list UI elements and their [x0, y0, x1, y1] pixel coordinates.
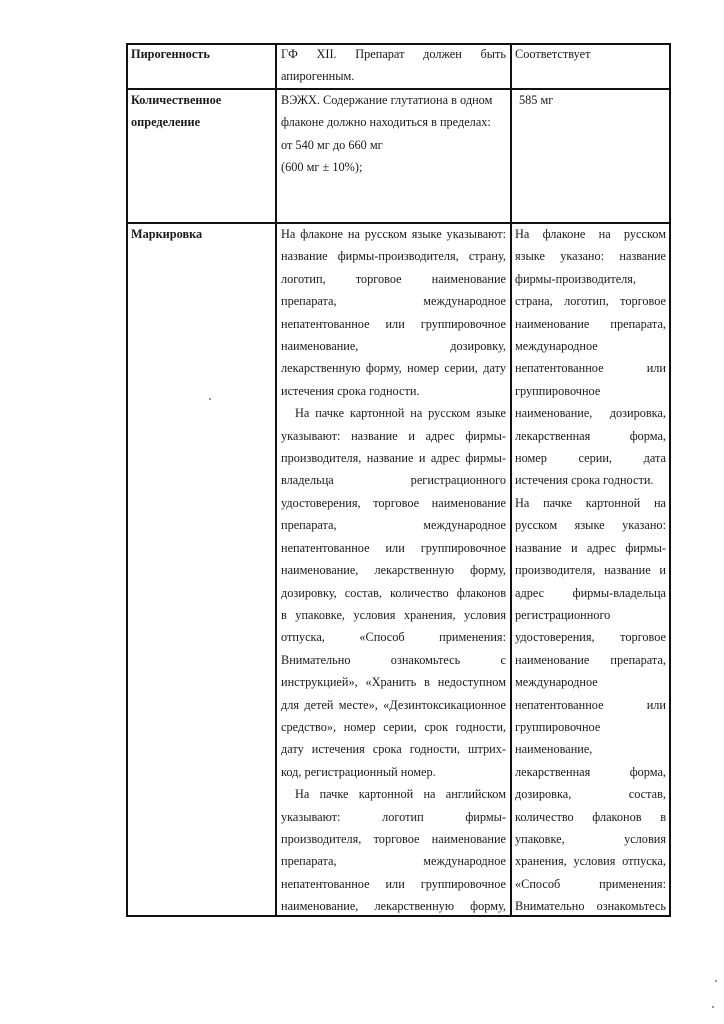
- text-line: владельца регистрационного: [281, 473, 506, 488]
- text-line: Соответствует: [515, 47, 591, 61]
- text-line: удостоверения, торговое наименование: [281, 495, 506, 510]
- text-line: указывают: логотип фирмы-: [281, 809, 506, 824]
- text-line: наименование, дозировка,: [515, 406, 666, 421]
- text-line: непатентованное или группировочное: [281, 316, 506, 331]
- row-label-pyrogenicity: [131, 43, 271, 65]
- scan-speck: [715, 980, 717, 982]
- text-line: наименование, дозировку,: [281, 339, 506, 354]
- text-line: отпуска, «Способ применения:: [281, 630, 506, 645]
- row-label-quantitative-determination: [131, 89, 271, 134]
- text-line: На пачке картонной на английском: [295, 787, 506, 802]
- text-line: русском языке указано:: [515, 518, 666, 533]
- text-line: дату истечения срока годности, штрих-: [281, 742, 506, 757]
- text-line: 585 мг: [519, 93, 554, 107]
- text-line: логотип, торговое наименование: [281, 271, 506, 286]
- text-line: в упаковке, условия хранения, условия: [281, 607, 506, 622]
- text-line: название и адрес фирмы-: [515, 540, 666, 555]
- table-border-left: [126, 43, 128, 916]
- text-line: На флаконе на русском языке указывают:: [281, 227, 506, 241]
- text-line: ВЭЖХ. Содержание глутатиона в одном: [281, 93, 493, 107]
- text-line: от 540 мг до 660 мг: [281, 137, 383, 152]
- text-line: производителя, торговое наименование: [281, 831, 506, 846]
- text-line: флаконе должно находиться в пределах:: [281, 115, 491, 130]
- text-line: непатентованное или: [515, 697, 666, 712]
- text-line: апирогенным.: [281, 69, 355, 84]
- text-line: удостоверения, торговое: [515, 630, 666, 645]
- text-line: дозировку, состав, количество флаконов: [281, 585, 506, 600]
- text-line: На флаконе на русском: [515, 227, 666, 241]
- text-line: наименование,: [515, 742, 593, 757]
- text-line: производителя, название и: [515, 563, 666, 578]
- text-line: фирмы-производителя,: [515, 271, 637, 286]
- text-line: наименование, лекарственную форму,: [281, 563, 506, 578]
- text-line: адрес фирмы-владельца: [515, 585, 666, 600]
- text-line: количество флаконов в: [515, 809, 666, 824]
- text-line: лекарственную форму, номер серии, дату: [281, 361, 506, 376]
- text-line: наименование препарата,: [515, 652, 666, 667]
- text-line: Внимательно ознакомьтесь: [515, 899, 666, 914]
- scan-speck: [209, 398, 211, 400]
- text-line: наименование препарата,: [515, 316, 666, 331]
- text-line: «Способ применения:: [515, 876, 666, 891]
- text-line: номер серии, дата: [515, 451, 666, 466]
- text-line: международное: [515, 339, 598, 354]
- text-line: препарата, международное: [281, 854, 506, 869]
- text-line: международное: [515, 675, 598, 690]
- text-line: упаковке, условия: [515, 831, 666, 846]
- column-divider-2: [510, 43, 512, 916]
- text-line: На пачке картонной на русском языке: [295, 406, 506, 421]
- column-divider-1: [275, 43, 277, 916]
- requirement-labelling: [281, 223, 506, 918]
- result-pyrogenicity: [515, 43, 666, 65]
- text-line: название фирмы-производителя, страну,: [281, 249, 506, 264]
- scan-speck: [712, 1006, 714, 1008]
- text-line: для детей месте», «Дезинтоксикационное: [281, 697, 506, 712]
- text-line: (600 мг ± 10%);: [281, 160, 363, 175]
- label-line: Количественное: [131, 93, 222, 107]
- text-line: регистрационного: [515, 607, 611, 622]
- text-line: препарата, международное: [281, 518, 506, 533]
- table-border-right: [669, 43, 671, 916]
- text-line: непатентованное или группировочное: [281, 876, 506, 891]
- label-line: Пирогенность: [131, 47, 210, 61]
- text-line: дозировка, состав,: [515, 787, 666, 802]
- text-line: наименование, лекарственную форму,: [281, 899, 506, 914]
- text-line: группировочное: [515, 383, 601, 398]
- result-quantitative-determination: [519, 89, 666, 111]
- requirement-quantitative-determination: [281, 89, 506, 179]
- text-line: На пачке картонной на: [515, 495, 666, 510]
- text-line: лекарственная форма,: [515, 764, 666, 779]
- text-line: истечения срока годности.: [515, 473, 654, 488]
- text-line: языке указано: название: [515, 249, 666, 264]
- text-line: непатентованное или группировочное: [281, 540, 506, 555]
- text-line: страна, логотип, торговое: [515, 294, 666, 309]
- requirement-pyrogenicity: [281, 43, 506, 88]
- text-line: указывают: название и адрес фирмы-: [281, 428, 506, 443]
- text-line: ГФ XII. Препарат должен быть: [281, 47, 506, 61]
- text-line: группировочное: [515, 719, 601, 734]
- result-labelling: [515, 223, 666, 918]
- text-line: Внимательно ознакомьтесь с: [281, 652, 506, 667]
- text-line: препарата, международное: [281, 294, 506, 309]
- text-line: непатентованное или: [515, 361, 666, 376]
- text-line: средство», номер серии, срок годности,: [281, 719, 506, 734]
- text-line: хранения, условия отпуска,: [515, 854, 666, 869]
- text-line: лекарственная форма,: [515, 428, 666, 443]
- text-line: код, регистрационный номер.: [281, 764, 436, 779]
- text-line: производителя, название и адрес фирмы-: [281, 451, 506, 466]
- text-line: инструкцией», «Хранить в недоступном: [281, 675, 506, 690]
- label-line: Маркировка: [131, 227, 203, 241]
- row-label-labelling: [131, 223, 271, 245]
- text-line: истечения срока годности.: [281, 383, 420, 398]
- label-line: определение: [131, 115, 201, 130]
